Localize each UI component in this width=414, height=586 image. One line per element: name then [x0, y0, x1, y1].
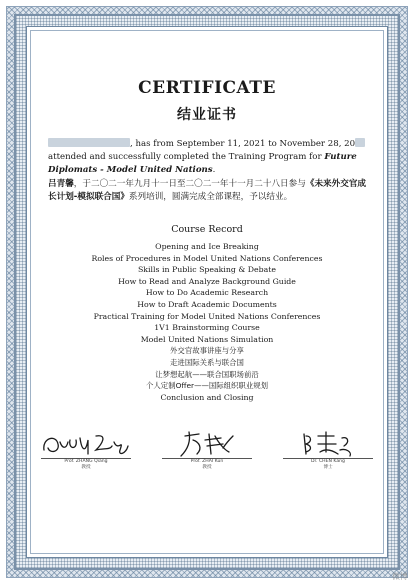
statement-zh-text2: 系列培训，圆满完成全部课程，予以结业。	[128, 192, 293, 202]
signature-block-3	[278, 428, 378, 478]
certificate-title-en: CERTIFICATE	[138, 78, 276, 98]
signatory-title: 博士	[323, 465, 333, 470]
signatory-name: Prof. ZHAI Kun	[190, 459, 224, 464]
signature-row	[26, 428, 388, 478]
course-item: How to Do Academic Research	[145, 288, 269, 298]
signatory-name: Prof. ZHANG Qiang	[64, 459, 108, 464]
course-item: 走进国际关系与联合国	[170, 357, 244, 367]
handwritten-signature-3	[280, 428, 376, 458]
recipient-name-zh: 吕青馨	[48, 179, 74, 189]
statement-en-part1: , has from September 11, 2021 to November 28, 20	[130, 139, 356, 149]
statement-zh	[48, 178, 370, 204]
course-item: 外交官故事讲座与分享	[170, 346, 244, 356]
redacted-year-tail	[355, 138, 365, 147]
handwritten-signature-1	[38, 428, 134, 458]
course-record-header: Course Record	[171, 224, 243, 235]
program-name-zh: 《未来外交官成长计划-模拟联合国》	[48, 179, 367, 202]
watermark-text: 微博	[392, 572, 408, 581]
course-item: How to Draft Academic Documents	[137, 299, 277, 309]
course-item: Skills in Public Speaking & Debate	[137, 265, 277, 275]
course-item: How to Read and Analyze Background Guide	[118, 276, 296, 286]
course-item: Roles of Procedures in Model United Nations Conferences	[91, 253, 323, 263]
certificate-content	[26, 26, 388, 558]
signatory-title: 教授	[202, 465, 212, 470]
signatory-title: 教授	[81, 465, 91, 470]
course-item: Model United Nations Simulation	[140, 334, 274, 344]
course-item: Conclusion and Closing	[160, 392, 254, 402]
statement-en	[48, 138, 370, 177]
signatory-name: Dr. CHEN Kang	[311, 459, 345, 464]
handwritten-signature-2	[159, 428, 255, 458]
program-name-en: Future Diplomats - Model United Nations	[48, 152, 357, 175]
course-item: Opening and Ice Breaking	[155, 242, 259, 251]
course-record-list	[26, 241, 388, 403]
statement-zh-text1: ，于二〇二一年九月十一日至二〇二一年十一月二十八日参与	[73, 179, 306, 189]
course-item: Practical Training for Model United Nations Conferences	[93, 311, 321, 321]
course-item: 1V1 Brainstorming Course	[154, 323, 260, 333]
signature-block-2	[157, 428, 257, 478]
signature-block-1	[36, 428, 136, 478]
certificate-title-zh: 结业证书	[177, 107, 237, 123]
course-item: 个人定制Offer——国际组织职业规划	[146, 381, 268, 391]
redacted-recipient-name	[48, 138, 130, 147]
statement-en-part2: attended and successfully completed the Training Program for	[48, 152, 325, 162]
course-item: 让梦想起航——联合国职场前沿	[155, 369, 259, 379]
statement-en-end: .	[212, 165, 216, 175]
